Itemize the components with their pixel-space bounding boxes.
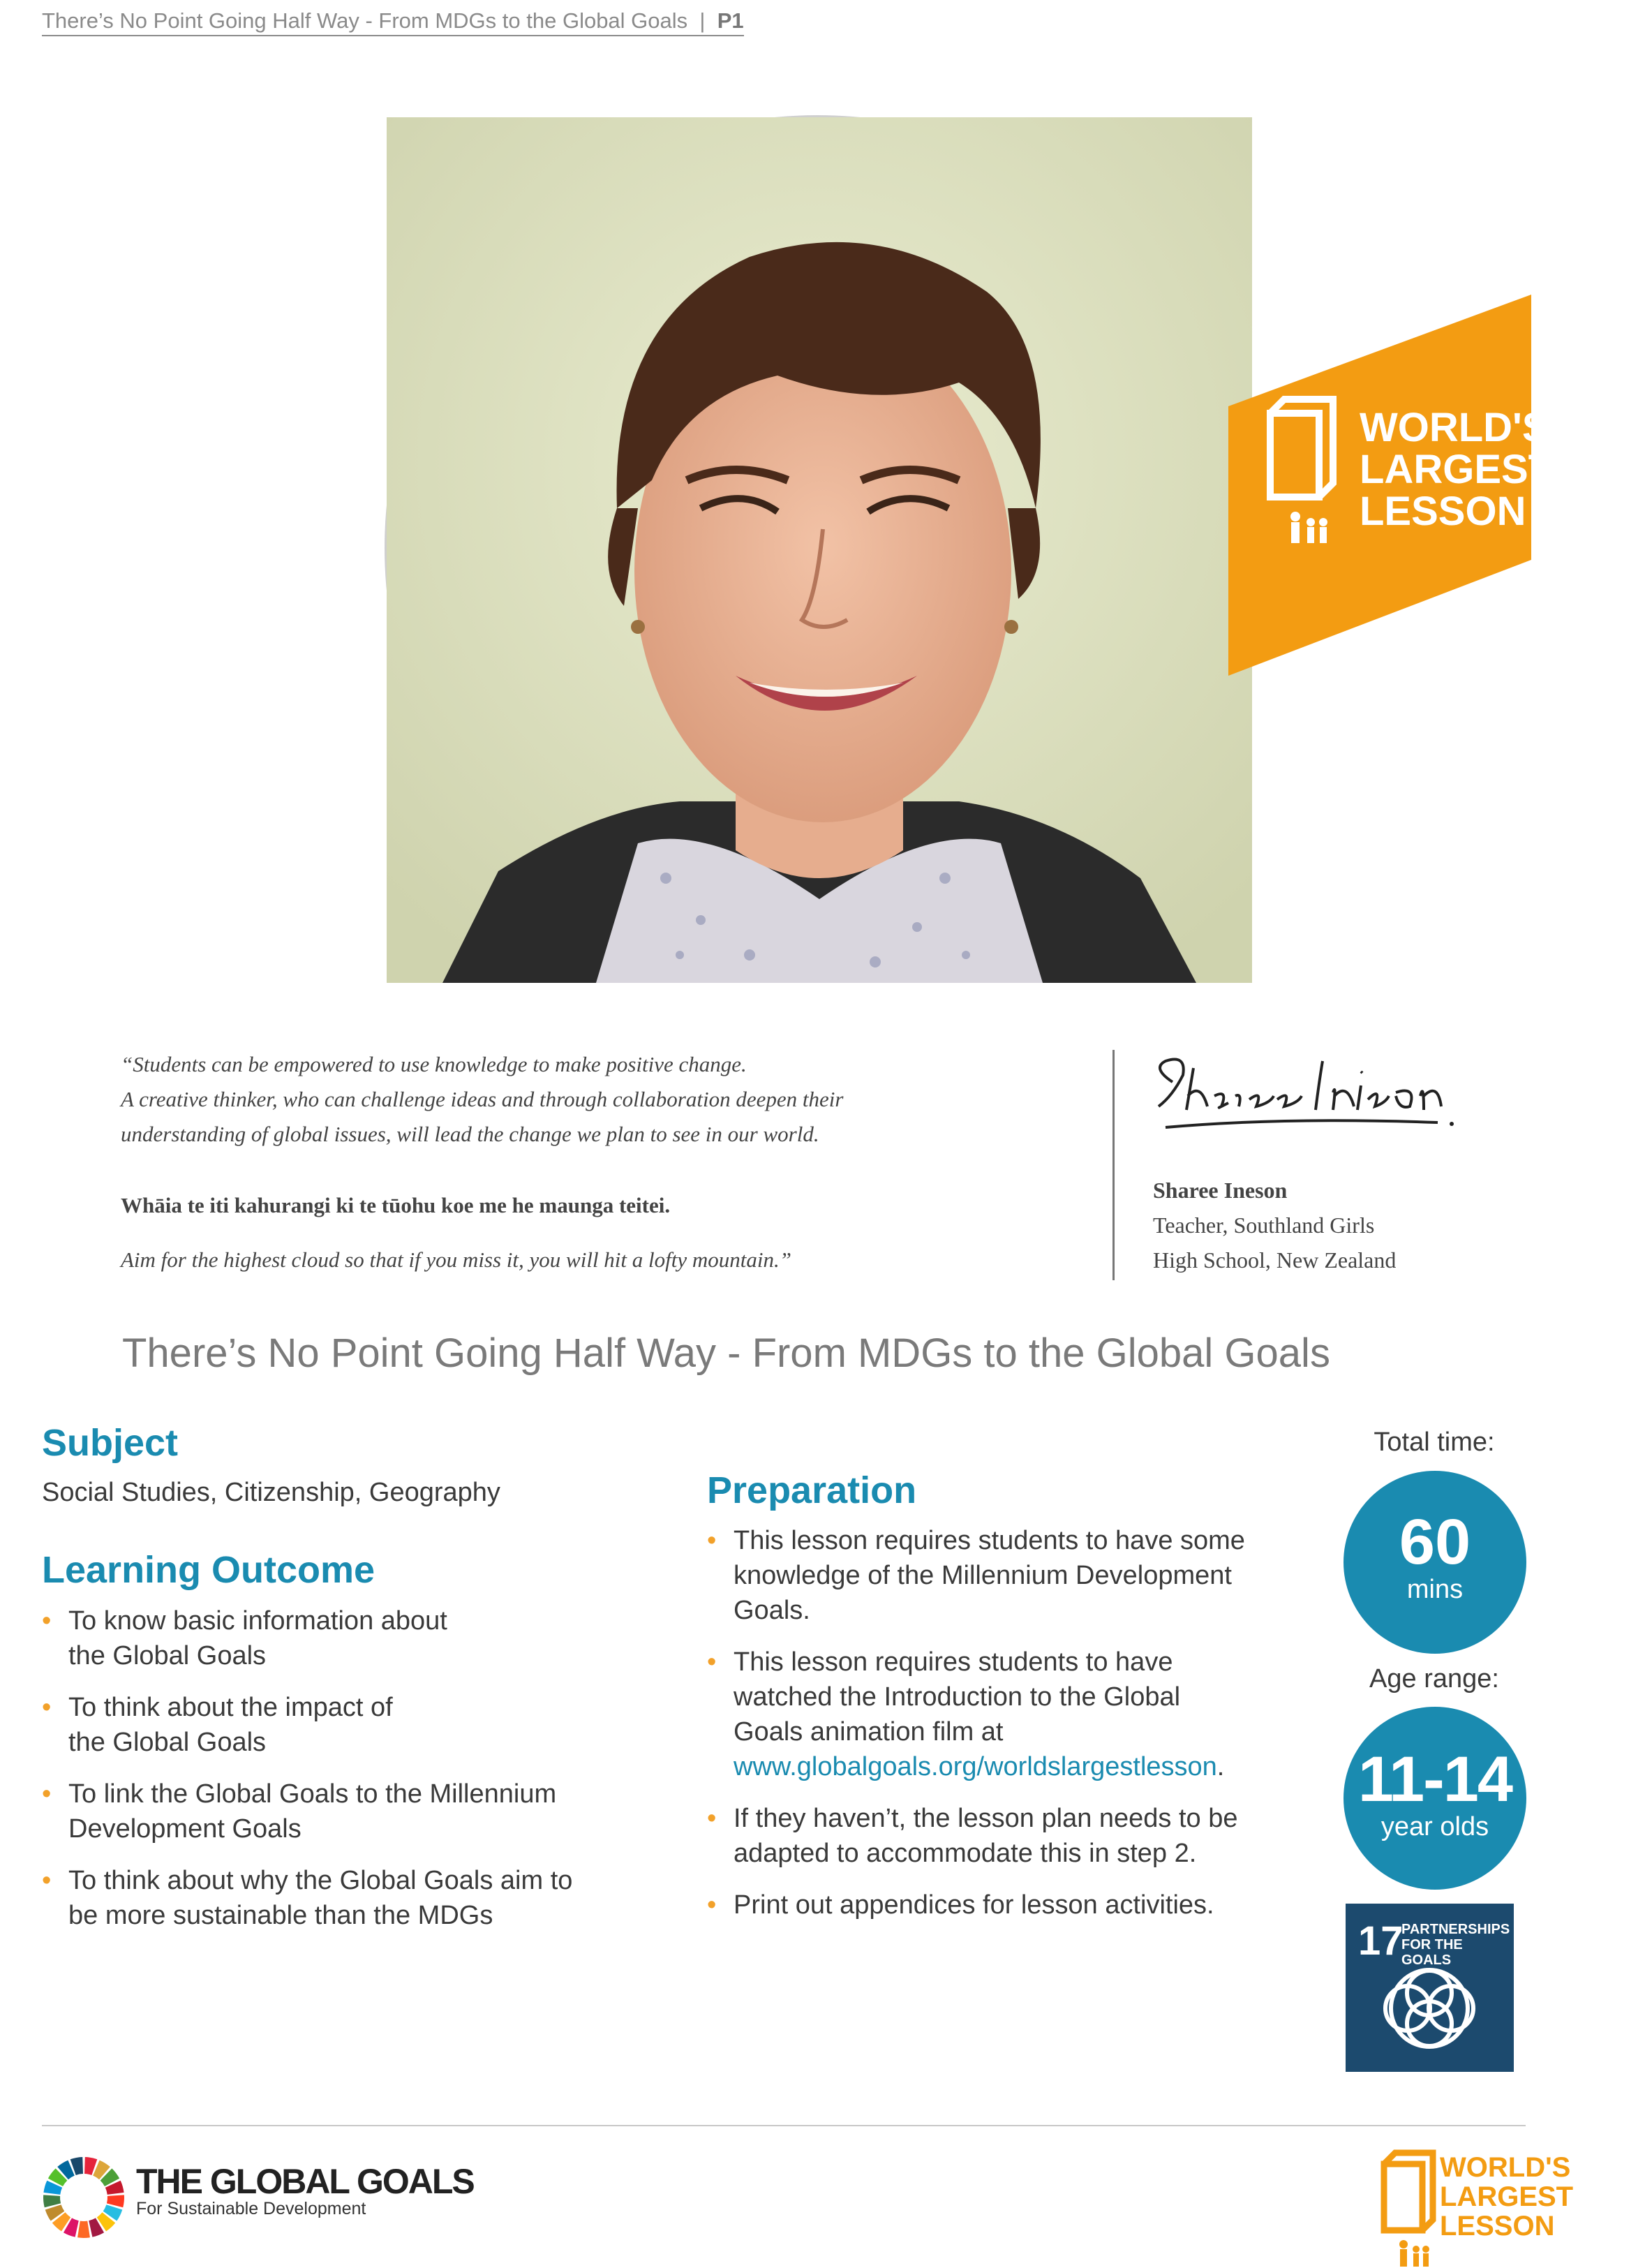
list-item-text: To know basic information about: [68, 1606, 447, 1636]
wll-text-1: WORLD'S: [1440, 2152, 1571, 2183]
list-item-text: This lesson requires students to have: [734, 1647, 1173, 1677]
list-item-text: Goals.: [734, 1596, 810, 1625]
bullet: •: [42, 1779, 52, 1809]
wheel-segment: [77, 2221, 90, 2238]
age-range-value: 11-14: [1357, 1744, 1512, 1815]
sdg-number: 17: [1358, 1918, 1404, 1964]
list-item-text: the Global Goals: [68, 1641, 267, 1670]
page-number: P1: [717, 8, 744, 33]
sdg-label-line-2: FOR THE GOALS: [1401, 1937, 1463, 1968]
list-item-text: the Global Goals: [68, 1728, 267, 1757]
quote-line-2: A creative thinker, who can challenge ideas and through collaboration deepen their: [121, 1087, 844, 1111]
global-goals-link[interactable]: www.globalgoals.org/worldslargestlesson: [734, 1752, 1217, 1781]
partnership-rings-icon: [1346, 1904, 1514, 2072]
list-item: [707, 1801, 1321, 1871]
list-item-text: To think about why the Global Goals aim to: [68, 1866, 573, 1895]
quote-divider: [1112, 1050, 1115, 1280]
list-item: [42, 1863, 656, 1933]
bullet: •: [707, 1804, 717, 1833]
list-item-text: Goals animation film at: [734, 1717, 1004, 1747]
list-item: [707, 1523, 1321, 1628]
bullet: •: [707, 1890, 717, 1920]
learning-outcome-list: [42, 1603, 656, 1950]
quote-line-1: “Students can be empowered to use knowledge to make positive change.: [121, 1052, 747, 1076]
maori-proverb: Whāia te iti kahurangi ki te tūohu koe me he maunga teitei.: [121, 1193, 671, 1217]
subject-text: Social Studies, Citizenship, Geography: [42, 1478, 500, 1507]
list-item-text: This lesson requires students to have some: [734, 1526, 1245, 1555]
worlds-largest-lesson-logo: [1378, 2143, 1574, 2268]
proverb-translation: Aim for the highest cloud so that if you miss it, you will hit a lofty mountain.”: [121, 1247, 791, 1272]
wll-text-3: LESSON: [1440, 2211, 1555, 2241]
worlds-largest-lesson-ribbon: [1228, 295, 1554, 676]
teacher-name: Sharee Ineson: [1153, 1178, 1288, 1203]
list-item-text: If they haven’t, the lesson plan needs to be: [734, 1804, 1238, 1833]
global-goals-subtitle: For Sustainable Development: [136, 2199, 366, 2218]
subject-heading: Subject: [42, 1422, 179, 1464]
list-item: [42, 1603, 656, 1673]
list-item-text: be more sustainable than the MDGs: [68, 1901, 493, 1930]
running-header-title: There’s No Point Going Half Way - From MDGs to the Global Goals: [42, 8, 688, 33]
bullet: •: [42, 1606, 52, 1636]
ribbon-text-1: WORLD'S: [1360, 405, 1549, 450]
wll-text-2: LARGEST: [1440, 2181, 1574, 2212]
learning-outcome-heading: Learning Outcome: [42, 1549, 375, 1591]
lesson-title: There’s No Point Going Half Way - From MDGs to the Global Goals: [122, 1331, 1330, 1376]
portrait-illustration: [387, 117, 1252, 983]
bullet: •: [42, 1693, 52, 1722]
list-item-text: Development Goals: [68, 1814, 302, 1844]
list-item: [42, 1690, 656, 1760]
bullet: •: [707, 1526, 717, 1555]
quote-line-3: understanding of global issues, will lead the change we plan to see in our world.: [121, 1122, 819, 1146]
list-item-text: To think about the impact of: [68, 1693, 393, 1722]
footer-divider: [42, 2125, 1526, 2126]
preparation-list: [707, 1523, 1321, 1939]
total-time-value: 60: [1399, 1506, 1471, 1578]
running-header-separator: |: [699, 8, 706, 33]
list-item: [707, 1888, 1321, 1922]
preparation-heading: Preparation: [707, 1469, 917, 1511]
sdg-17-tile: [1346, 1904, 1514, 2072]
book-icon: [1384, 2153, 1433, 2267]
list-item-text: Print out appendices for lesson activities.: [734, 1890, 1214, 1920]
teacher-credit: [1153, 1173, 1396, 1277]
list-item: [707, 1645, 1321, 1784]
age-range-badge: [1343, 1707, 1526, 1890]
handwritten-signature: [1145, 1040, 1466, 1152]
bullet: •: [707, 1647, 717, 1677]
teacher-portrait-photo: [385, 115, 1250, 981]
age-range-unit: year olds: [1380, 1812, 1489, 1841]
list-item: [42, 1777, 656, 1846]
global-goals-logo-text: [136, 2164, 474, 2218]
ribbon-text-2: LARGEST: [1360, 447, 1554, 492]
list-item-text: To link the Global Goals to the Millennium: [68, 1779, 557, 1809]
teacher-role-2: High School, New Zealand: [1153, 1247, 1397, 1273]
wheel-segment: [107, 2195, 124, 2207]
list-item-text: watched the Introduction to the Global: [734, 1682, 1181, 1712]
global-goals-wheel-icon: [42, 2156, 126, 2239]
teacher-role-1: Teacher, Southland Girls: [1153, 1213, 1375, 1238]
total-time-label: Total time:: [1374, 1428, 1495, 1457]
teacher-quote: [121, 1047, 1133, 1277]
list-item-text: adapted to accommodate this in step 2.: [734, 1839, 1197, 1868]
total-time-unit: mins: [1406, 1575, 1464, 1604]
global-goals-title: THE GLOBAL GOALS: [136, 2162, 474, 2201]
ribbon-text-3: LESSON: [1360, 489, 1526, 534]
running-header: [42, 8, 744, 36]
bullet: •: [42, 1866, 52, 1895]
list-item-text: .: [1216, 1752, 1225, 1781]
age-range-label: Age range:: [1369, 1664, 1499, 1693]
total-time-badge: [1343, 1471, 1526, 1654]
list-item-text: knowledge of the Millennium Development: [734, 1561, 1232, 1590]
sdg-label-line-1: PARTNERSHIPS: [1401, 1922, 1510, 1937]
wheel-segment: [43, 2195, 61, 2207]
